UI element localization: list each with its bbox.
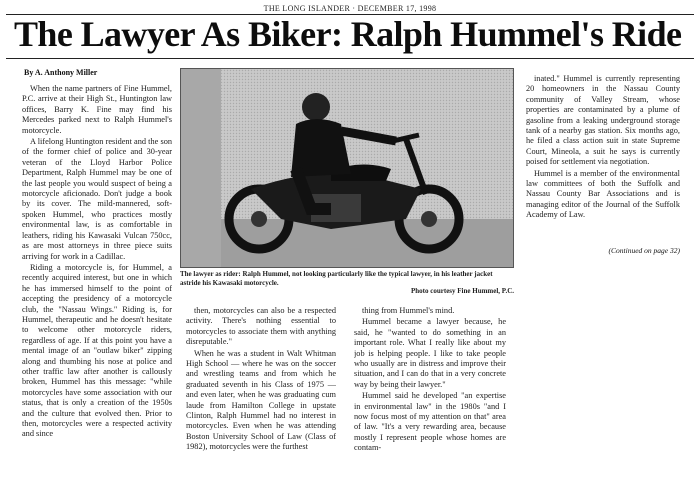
paragraph: then, motorcycles can also be a respected activity. There's nothing essential to motorcycles to associate them with anything disreputable.": [186, 306, 336, 347]
photo-caption: [180, 270, 514, 296]
paragraph: Hummel is a member of the environmental law committees of both the Suffolk and Nassau County Bar Associations and is managing editor of the Journal of the Suffolk Academy of Law.: [526, 168, 680, 220]
paragraph: Hummel became a lawyer because, he said, he "wanted to do something in an important role. What I really like about my job is helping people. I like to take people who usually are in distress and improve their situation, and I can do that in a very concrete way by being their lawyer.": [354, 317, 506, 389]
masthead: THE LONG ISLANDER · DECEMBER 17, 1998: [263, 4, 437, 13]
paragraph: When he was a student in Walt Whitman High School — where he was on the soccer and wrestling teams and from which he graduated seventh in his Class of 1975 — and even later, when he was graduating cum laude from Hamilton College in upstate Clinton, Ralph Hummel had no interest in motorcycles. Even when he was attending Boston University School of Law (Class of 1982), motorcycles were the furthest: [186, 348, 336, 452]
paragraph: A lifelong Huntington resident and the son of the former chief of police and 30-year veteran of the Lloyd Harbor Police Department, Ralph Hummel may be one of the last people you would suspect of being a motorcycle aficionado. Don't judge a book by its cover. The mild-mannered, soft-spoken Hummel, who practices mostly environmental law, is as comfortable in leathers, riding his Kawasaki Vulcan 750cc, as are most attorneys in three piece suits arriving for work in a Cadillac.: [22, 137, 172, 261]
caption-text: The lawyer as rider: Ralph Hummel, not looking particularly like the typical lawyer, in his leather jacket astride his Kawasaki motorcycle.: [180, 270, 493, 287]
paragraph: Riding a motorcycle is, for Hummel, a recently acquired interest, but one in which he has immersed himself to the point of accepting the presidency of a motorcycle club, the "Nassau Wings." Riding is, for Hummel, therapeutic and he doesn't hesitate to welcome other motorcycle riders, regardless of age. If at this point you have a mental image of an "outlaw biker" zipping along and thumbing his nose at police and other traffic law after another is callously broken, Hummel has this message: "while motorcycles have some association with our status, that is only a creation of the 1950s and the culture that evolved then. Prior to then, motorcycles were a respected activity and since: [22, 262, 172, 439]
paragraph: inated." Hummel is currently representing 20 homeowners in the Nassau County community of Valley Stream, whose properties are contaminated by a plume of gasoline from a leaking underground storage tank of a nearby gas station. Six months ago, he filed a class action suit in state Supreme Court, Mineola, a suit he says is currently poised for settlement via negotiation.: [526, 74, 680, 167]
photo-credit: Photo courtesy Fine Hummel, P.C.: [411, 287, 514, 295]
motorcycle-photo: [180, 68, 514, 268]
paragraph: thing from Hummel's mind.: [362, 306, 455, 315]
column-4: [526, 74, 680, 242]
biker-illustration: [181, 69, 514, 268]
headline: The Lawyer As Biker: Ralph Hummel's Ride: [14, 14, 682, 54]
continued-note: (Continued on page 32): [608, 246, 680, 255]
byline: By A. Anthony Miller: [24, 68, 98, 77]
paragraph: When the name partners of Fine Hummel, P.C. arrive at their High St., Huntington law offices, Barry K. Fine may find his Mercedes parked next to Ralph Hummel's motorcycle.: [22, 84, 172, 135]
column-2: [186, 306, 336, 496]
column-1: [22, 84, 172, 494]
paragraph: Hummel said he developed "an expertise in environmental law" in the 1980s "and I now focus most of my attention on that" area of law. "It's a very rewarding area, because mostly I represent people whose homes are contam-: [354, 391, 506, 453]
headline-rule: [6, 58, 694, 59]
column-3: [354, 306, 506, 496]
